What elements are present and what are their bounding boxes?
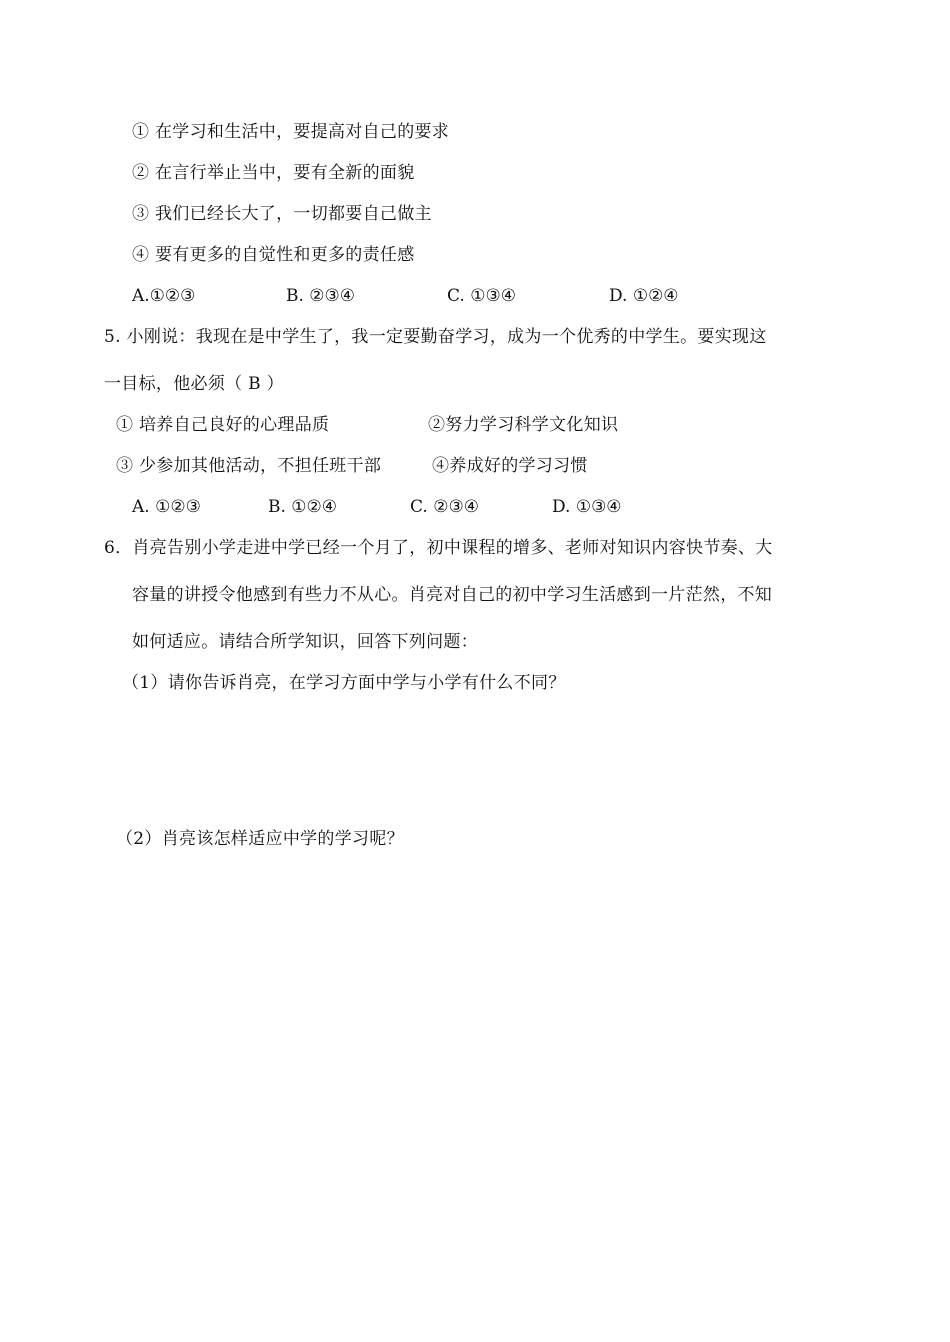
q5-option-c: C. ②③④ [410, 497, 479, 517]
q6-stem-line2: 容量的讲授令他感到有些力不从心。肖亮对自己的初中学习生活感到一片茫然，不知 [132, 585, 773, 605]
q4-option-d: D. ①②④ [609, 286, 679, 306]
q6-subquestion-2: （2）肖亮该怎样适应中学的学习呢？ [116, 829, 404, 849]
q5-stem-line1: 5. 小刚说：我现在是中学生了，我一定要勤奋学习，成为一个优秀的中学生。要实现这 [104, 327, 767, 347]
q5-statement-1: ① 培养自己良好的心理品质 [116, 415, 330, 435]
q4-statement-2: ② 在言行举止当中，要有全新的面貌 [132, 163, 415, 183]
q5-stem-line2: 一目标，他必须（ B ） [104, 374, 284, 394]
q6-stem-line3: 如何适应。请结合所学知识，回答下列问题： [132, 632, 478, 652]
q4-option-c: C. ①③④ [447, 286, 516, 306]
q5-option-a: A. ①②③ [132, 497, 201, 517]
q5-statement-4: ④养成好的学习习惯 [432, 456, 588, 476]
q4-statement-3: ③ 我们已经长大了，一切都要自己做主 [132, 204, 432, 224]
q5-statement-3: ③ 少参加其他活动，不担任班干部 [116, 456, 382, 476]
q4-statement-1: ① 在学习和生活中，要提高对自己的要求 [132, 122, 450, 142]
q5-option-b: B. ①②④ [268, 497, 338, 517]
q4-option-a: A.①②③ [132, 286, 196, 306]
q4-statement-4: ④ 要有更多的自觉性和更多的责任感 [132, 245, 415, 265]
q4-option-b: B. ②③④ [286, 286, 356, 306]
q6-subquestion-1: （1）请你告诉肖亮，在学习方面中学与小学有什么不同？ [122, 673, 566, 693]
q5-option-d: D. ①③④ [552, 497, 622, 517]
q5-statement-2: ②努力学习科学文化知识 [428, 415, 619, 435]
q6-stem-line1: 6．肖亮告别小学走进中学已经一个月了，初中课程的增多、老师对知识内容快节奏、大 [104, 538, 773, 558]
